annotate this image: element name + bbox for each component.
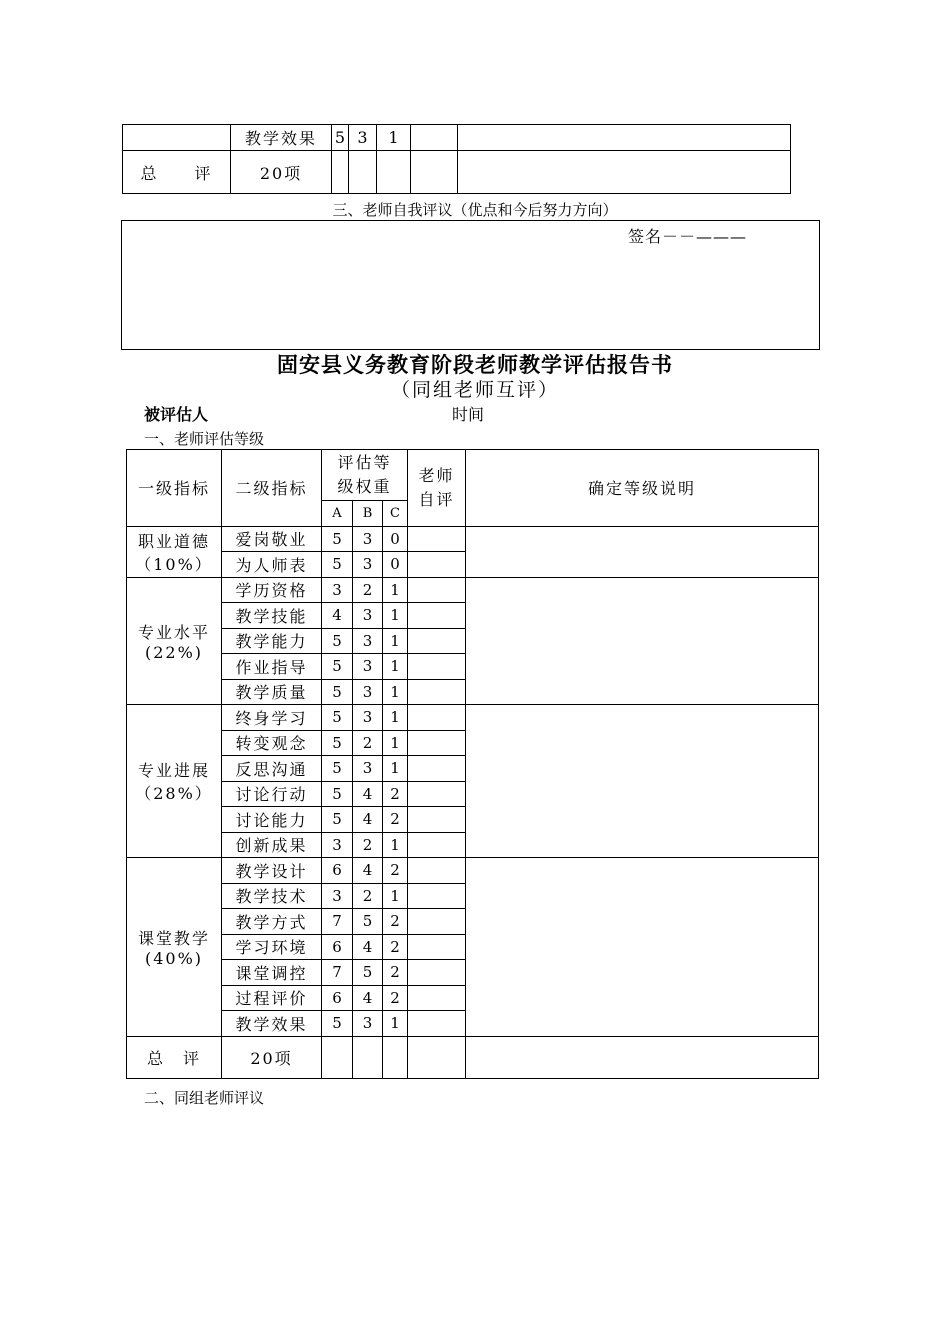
time-label: 时间 — [452, 405, 485, 424]
table-row — [127, 858, 819, 884]
total-explain[interactable] — [458, 151, 791, 194]
signature-line: 签名－－——— — [628, 227, 748, 246]
self-score-cell[interactable] — [408, 883, 466, 909]
self-score-cell[interactable] — [408, 781, 466, 807]
self-score-cell[interactable] — [408, 985, 466, 1011]
header-self-line1: 老师 — [418, 465, 455, 485]
weight-a: 6 — [322, 985, 353, 1011]
section-1-heading: 一、老师评估等级 — [144, 430, 265, 448]
item-name: 课堂调控 — [222, 960, 322, 986]
header-weight — [322, 450, 408, 501]
weight-c: 1 — [383, 730, 408, 756]
group-percent: （10%） — [135, 554, 213, 574]
item-name: 教学技术 — [222, 883, 322, 909]
item-name: 作业指导 — [222, 654, 322, 680]
self-score-cell[interactable] — [408, 832, 466, 858]
weight-c: 1 — [383, 628, 408, 654]
self-score-cell[interactable] — [408, 552, 466, 578]
weight-b: 3 — [353, 756, 383, 782]
item-name: 教学能力 — [222, 628, 322, 654]
weight-c: 1 — [383, 603, 408, 629]
group-percent: (40%) — [144, 948, 204, 968]
weight-b: 3 — [353, 679, 383, 705]
total-label: 总 评 — [123, 151, 231, 194]
self-score-cell[interactable] — [408, 756, 466, 782]
item-name: 转变观念 — [222, 730, 322, 756]
header-c: C — [383, 501, 408, 527]
item-name: 反思沟通 — [222, 756, 322, 782]
explain-cell[interactable] — [466, 526, 819, 577]
weight-b: 3 — [353, 628, 383, 654]
total-self[interactable] — [408, 1036, 466, 1078]
item-name: 教学效果 — [231, 125, 332, 151]
weight-a: 7 — [322, 960, 353, 986]
weight-a: 4 — [322, 603, 353, 629]
header-weight-line1: 评估等 — [337, 453, 392, 472]
weight-c: 1 — [383, 1011, 408, 1037]
weight-a: 5 — [322, 807, 353, 833]
item-name: 终身学习 — [222, 705, 322, 731]
weight-b: 5 — [353, 960, 383, 986]
header-self — [408, 450, 466, 527]
header-self-line2: 自评 — [418, 489, 455, 509]
section-2-heading: 二、同组老师评议 — [144, 1089, 265, 1107]
weight-a: 3 — [322, 883, 353, 909]
weight-a: 6 — [322, 934, 353, 960]
weight-c: 1 — [383, 679, 408, 705]
group-name: 职业道德 — [137, 531, 210, 551]
evaluatee-label: 被评估人 — [144, 405, 209, 424]
self-score-cell[interactable] — [408, 705, 466, 731]
weight-c: 2 — [383, 858, 408, 884]
weight-c: 1 — [383, 832, 408, 858]
weight-c: 2 — [383, 934, 408, 960]
item-name: 学历资格 — [222, 577, 322, 603]
weight-b: 2 — [353, 730, 383, 756]
item-name: 教学质量 — [222, 679, 322, 705]
item-name: 教学方式 — [222, 909, 322, 935]
item-name: 教学效果 — [222, 1011, 322, 1037]
explain-cell[interactable] — [466, 858, 819, 1037]
weight-a: 5 — [332, 125, 349, 151]
weight-b: 3 — [353, 552, 383, 578]
group-cell — [127, 705, 222, 858]
header-b: B — [353, 501, 383, 527]
self-score-cell[interactable] — [408, 526, 466, 552]
weight-b: 3 — [353, 654, 383, 680]
self-review-caption: 三、老师自我评议（优点和今后努力方向） — [332, 201, 618, 219]
self-score-cell[interactable] — [408, 858, 466, 884]
self-score-cell[interactable] — [408, 603, 466, 629]
explain-cell[interactable] — [466, 705, 819, 858]
item-name: 讨论行动 — [222, 781, 322, 807]
weight-a: 5 — [322, 552, 353, 578]
self-score-cell[interactable] — [408, 577, 466, 603]
weight-c: 2 — [383, 985, 408, 1011]
self-score-cell[interactable] — [411, 125, 458, 151]
total-row — [127, 1036, 819, 1078]
item-name: 爱岗敬业 — [222, 526, 322, 552]
self-score-cell[interactable] — [408, 960, 466, 986]
weight-a: 6 — [322, 858, 353, 884]
item-name: 创新成果 — [222, 832, 322, 858]
weight-c: 1 — [383, 705, 408, 731]
total-count: 20项 — [231, 151, 332, 194]
weight-c: 1 — [383, 756, 408, 782]
page-title: 固安县义务教育阶段老师教学评估报告书 — [277, 353, 673, 377]
weight-a: 5 — [322, 781, 353, 807]
self-score-cell[interactable] — [408, 654, 466, 680]
self-score-cell[interactable] — [408, 1011, 466, 1037]
weight-a: 3 — [322, 577, 353, 603]
weight-b: 4 — [353, 985, 383, 1011]
weight-a: 5 — [322, 705, 353, 731]
self-score-cell[interactable] — [408, 934, 466, 960]
item-name: 教学技能 — [222, 603, 322, 629]
weight-b: 2 — [353, 577, 383, 603]
group-name: 专业水平 — [137, 622, 210, 642]
group-cell — [127, 858, 222, 1037]
weight-a: 5 — [322, 679, 353, 705]
self-score-cell[interactable] — [408, 679, 466, 705]
weight-a: 3 — [322, 832, 353, 858]
weight-b: 3 — [353, 705, 383, 731]
weight-c: 1 — [377, 125, 411, 151]
weight-b: 3 — [349, 125, 377, 151]
weight-c: 2 — [383, 960, 408, 986]
weight-a: 5 — [322, 526, 353, 552]
weight-c: 1 — [383, 654, 408, 680]
item-name: 过程评价 — [222, 985, 322, 1011]
item-name: 为人师表 — [222, 552, 322, 578]
weight-b: 3 — [353, 1011, 383, 1037]
weight-b: 2 — [353, 832, 383, 858]
weight-c: 0 — [383, 552, 408, 578]
weight-a: 5 — [322, 756, 353, 782]
page-subtitle: （同组老师互评） — [390, 379, 559, 401]
total-self[interactable] — [411, 151, 458, 194]
self-score-cell[interactable] — [408, 807, 466, 833]
total-explain[interactable] — [466, 1036, 819, 1078]
top-table — [122, 124, 791, 194]
total-c[interactable] — [383, 1036, 408, 1078]
header-a: A — [322, 501, 353, 527]
weight-b: 5 — [353, 909, 383, 935]
group-name: 专业进展 — [137, 761, 210, 780]
header-level1: 一级指标 — [127, 450, 222, 527]
empty-cell — [123, 125, 231, 151]
group-cell — [127, 577, 222, 705]
total-c[interactable] — [377, 151, 411, 194]
item-name: 学习环境 — [222, 934, 322, 960]
group-cell — [127, 526, 222, 577]
group-name: 课堂教学 — [137, 928, 210, 948]
table-row — [127, 577, 819, 603]
group-percent: (22%) — [144, 642, 204, 662]
weight-c: 2 — [383, 807, 408, 833]
total-label: 总 评 — [127, 1036, 222, 1078]
weight-a: 5 — [322, 654, 353, 680]
weight-b: 3 — [353, 526, 383, 552]
weight-b: 3 — [353, 603, 383, 629]
weight-a: 5 — [322, 730, 353, 756]
weight-c: 1 — [383, 883, 408, 909]
self-score-cell[interactable] — [408, 909, 466, 935]
self-score-cell[interactable] — [408, 730, 466, 756]
total-b[interactable] — [353, 1036, 383, 1078]
total-a[interactable] — [332, 151, 349, 194]
weight-b: 4 — [353, 807, 383, 833]
evaluation-table — [126, 449, 819, 1079]
total-count: 20项 — [222, 1036, 322, 1078]
weight-b: 4 — [353, 934, 383, 960]
weight-a: 5 — [322, 628, 353, 654]
table-row — [127, 705, 819, 731]
group-percent: （28%） — [135, 784, 213, 803]
weight-c: 2 — [383, 909, 408, 935]
weight-a: 5 — [322, 1011, 353, 1037]
weight-c: 0 — [383, 526, 408, 552]
weight-b: 4 — [353, 858, 383, 884]
weight-c: 2 — [383, 781, 408, 807]
item-name: 教学设计 — [222, 858, 322, 884]
explain-cell[interactable] — [458, 125, 791, 151]
header-explain: 确定等级说明 — [466, 450, 819, 527]
table-row — [127, 526, 819, 552]
header-weight-line2: 级权重 — [337, 477, 392, 496]
total-a[interactable] — [322, 1036, 353, 1078]
weight-a: 7 — [322, 909, 353, 935]
header-level2: 二级指标 — [222, 450, 322, 527]
item-name: 讨论能力 — [222, 807, 322, 833]
self-score-cell[interactable] — [408, 628, 466, 654]
weight-b: 2 — [353, 883, 383, 909]
weight-c: 1 — [383, 577, 408, 603]
explain-cell[interactable] — [466, 577, 819, 705]
total-b[interactable] — [349, 151, 377, 194]
weight-b: 4 — [353, 781, 383, 807]
